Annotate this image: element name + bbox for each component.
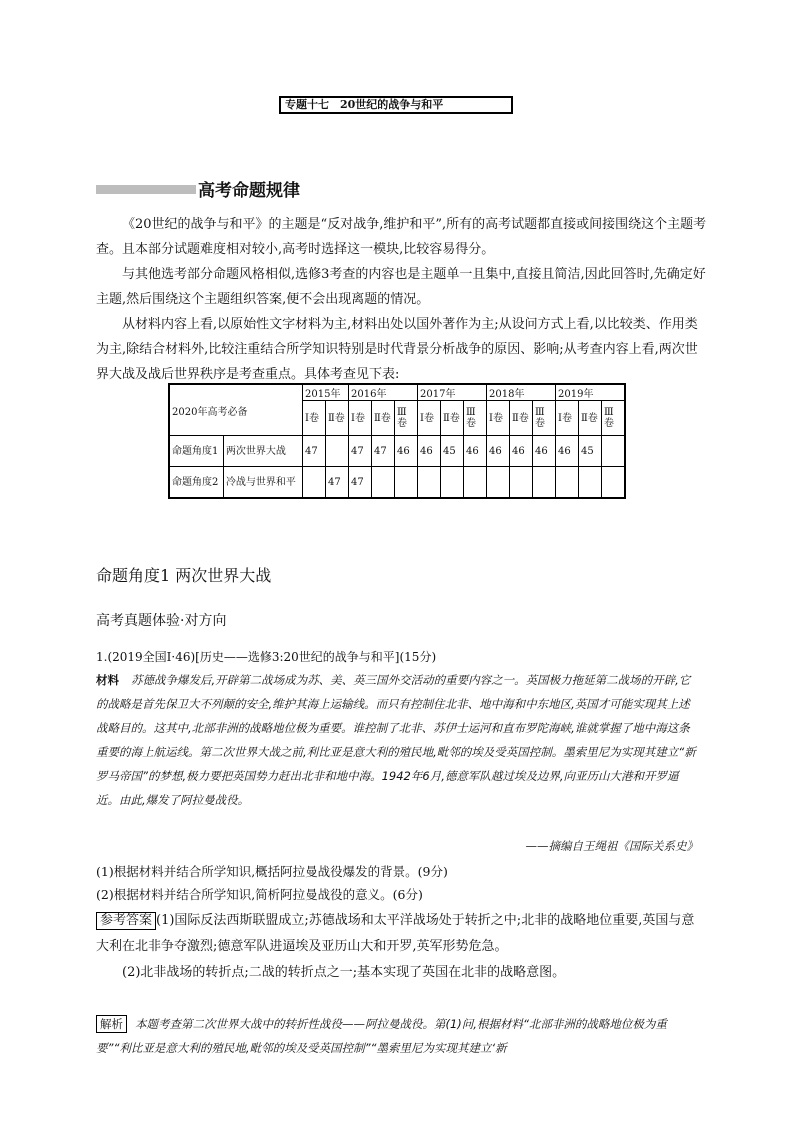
volume-cell: Ⅲ卷	[395, 401, 418, 436]
table-cell: 46	[533, 436, 556, 467]
paragraph-3: 从材料内容上看,以原始性文字材料为主,材料出处以国外著作为主;从设问方式上看,以比较类、作用类为主,除结合材料外,比较注重结合所学知识特别是时代背景分析战争的原因、影响;从考查内容上看,两次世界大战及战后世界秩序是考查重点。具体考查见下表:	[96, 317, 698, 382]
topic-box: 专题十七 20世纪的战争与和平	[279, 96, 513, 114]
row-angle: 命题角度1	[169, 436, 223, 467]
volume-cell: Ⅰ卷	[349, 401, 372, 436]
table-cell: 47	[326, 467, 349, 499]
table-cell: 46	[418, 436, 441, 467]
table-row	[169, 436, 625, 467]
answer-block	[96, 908, 706, 986]
table-cell	[303, 467, 326, 499]
paragraph-2: 与其他选考部分命题风格相似,选修3考查的内容也是主题单一且集中,直接且简洁,因此回答时,先确定好主题,然后围绕这个主题组织答案,便不会出现离题的情况。	[96, 267, 706, 307]
volume-cell: Ⅱ卷	[326, 401, 349, 436]
table-header-label: 2020年高考必备	[169, 384, 303, 436]
table-cell	[418, 467, 441, 499]
table-cell: 47	[349, 436, 372, 467]
volume-cell: Ⅱ卷	[579, 401, 602, 436]
analysis-text: 本题考查第二次世界大战中的转折性战役——阿拉曼战役。第(1)问,根据材料“北部非洲的战略地位极为重要”“利比亚是意大利的殖民地,毗邻的埃及受英国控制”“墨索里尼为实现其建立‘新	[96, 1017, 667, 1055]
volume-cell: Ⅰ卷	[418, 401, 441, 436]
question-part-2: (2)根据材料并结合所学知识,简析阿拉曼战役的意义。(6分)	[96, 887, 423, 902]
table-cell: 46	[556, 436, 579, 467]
row-name: 冷战与世界和平	[223, 467, 302, 499]
paragraph-1: 《20世纪的战争与和平》的主题是“反对战争,维护和平”,所有的高考试题都直接或间接围绕这个主题考查。且本部分试题难度相对较小,高考时选择这一模块,比较容易得分。	[96, 217, 707, 257]
section-title: 高考命题规律	[198, 181, 300, 201]
table-cell	[602, 436, 626, 467]
table-cell: 47	[349, 467, 372, 499]
answer-label: 参考答案	[96, 912, 156, 930]
volume-cell: Ⅲ卷	[533, 401, 556, 436]
question-heading: 1.(2019全国Ⅰ·46)[历史——选修3:20世纪的战争与和平](15分)	[96, 650, 437, 664]
year-2017: 2017年	[418, 384, 487, 401]
question-part-1: (1)根据材料并结合所学知识,概括阿拉曼战役爆发的背景。(9分)	[96, 864, 448, 879]
analysis-block	[96, 1012, 701, 1060]
material-label: 材料	[96, 673, 119, 687]
volume-cell: Ⅲ卷	[464, 401, 487, 436]
volume-cell: Ⅱ卷	[372, 401, 395, 436]
answer-part-2: (2)北非战场的转折点;二战的转折点之一;基本实现了英国在北非的战略意图。	[122, 965, 566, 980]
table-cell	[510, 467, 533, 499]
table-cell	[602, 467, 626, 499]
table-cell	[579, 467, 602, 499]
table-cell	[556, 467, 579, 499]
table-cell: 47	[303, 436, 326, 467]
table-cell	[441, 467, 464, 499]
exam-stats-table	[168, 383, 626, 499]
answer-part-1: (1)国际反法西斯联盟成立;苏德战场和太平洋战场处于转折之中;北非的战略地位重要,英国与意大利在北非争夺激烈;德意军队进逼埃及亚历山大和开罗,英军形势危急。	[96, 913, 695, 954]
table-cell: 45	[579, 436, 602, 467]
table-cell: 46	[464, 436, 487, 467]
table-cell	[464, 467, 487, 499]
material-text: 苏德战争爆发后,开辟第二战场成为苏、美、英三国外交活动的重要内容之一。英国极力拖延第二战场的开辟,它的战略是首先保卫大不列颠的安全,维护其海上运输线。而只有控制住北非、地中海和中东地区,英国才可能实现其上述战略目的。这其中,北部非洲的战略地位极为重要。谁控制了北非、苏伊士运河和直布罗陀海峡,谁就掌握了地中海这条重要的海上航运线。第二次世界大战之前,利比亚是意大利的殖民地,毗邻的埃及受英国控制。墨索里尼为实现其建立“新罗马帝国”的梦想,极力要把英国势力赶出北非和地中海。1942年6月,德意军队越过埃及边界,向亚历山大港和开罗逼近。由此,爆发了阿拉曼战役。	[96, 673, 696, 807]
table-cell	[326, 436, 349, 467]
material-source: ——摘编自王绳祖《国际关系史》	[525, 839, 698, 853]
table-cell	[487, 467, 510, 499]
table-cell	[395, 467, 418, 499]
table-cell: 46	[395, 436, 418, 467]
table-row	[169, 467, 625, 499]
volume-cell: Ⅰ卷	[556, 401, 579, 436]
table-cell: 47	[372, 436, 395, 467]
volume-cell: Ⅱ卷	[510, 401, 533, 436]
table-cell: 46	[510, 436, 533, 467]
year-2018: 2018年	[487, 384, 556, 401]
row-angle: 命题角度2	[169, 467, 223, 499]
volume-cell: Ⅰ卷	[487, 401, 510, 436]
table-cell	[533, 467, 556, 499]
year-2019: 2019年	[556, 384, 626, 401]
table-cell	[372, 467, 395, 499]
subsection-title: 高考真题体验·对方向	[96, 613, 227, 629]
table-cell: 45	[441, 436, 464, 467]
material-passage	[96, 668, 701, 812]
volume-cell: Ⅰ卷	[303, 401, 326, 436]
year-2016: 2016年	[349, 384, 418, 401]
section-decoration-bar	[96, 185, 196, 194]
row-name: 两次世界大战	[223, 436, 302, 467]
year-2015: 2015年	[303, 384, 349, 401]
volume-cell: Ⅱ卷	[441, 401, 464, 436]
angle-title: 命题角度1 两次世界大战	[96, 566, 272, 585]
volume-cell: Ⅲ卷	[602, 401, 626, 436]
analysis-label: 解析	[96, 1015, 127, 1033]
table-cell: 46	[487, 436, 510, 467]
